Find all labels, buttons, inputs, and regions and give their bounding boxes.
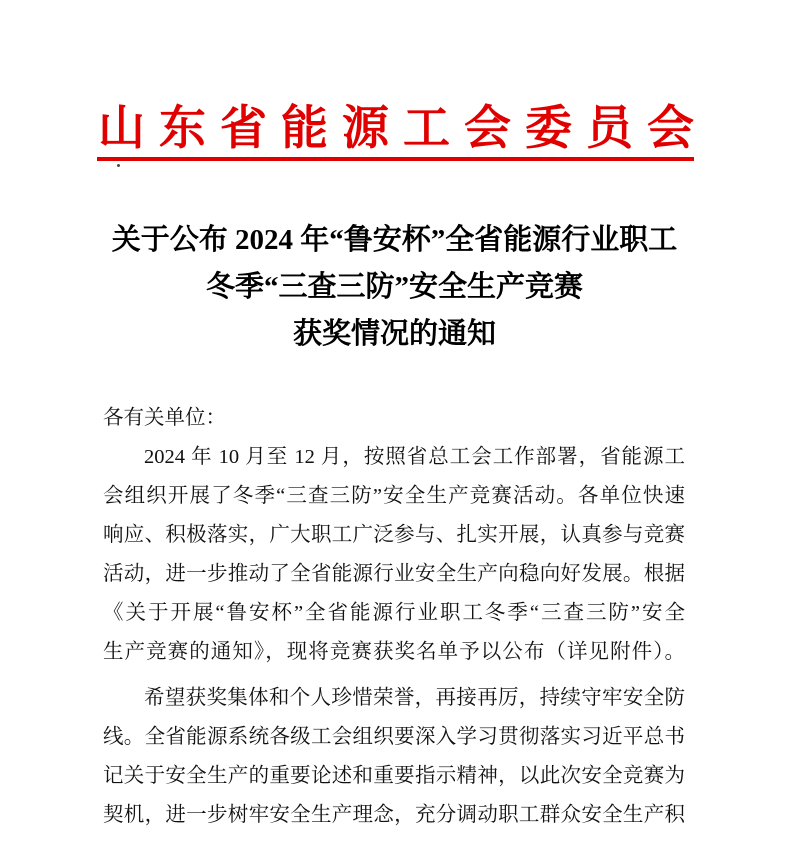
org-name-char: 源 [342,103,389,155]
document-title [0,217,789,358]
body-line: 响应、积极落实，广大职工广泛参与、扎实开展，认真参与竞赛 [103,524,685,546]
body-line: 活动，进一步推动了全省能源行业安全生产向稳向好发展。根据 [103,563,685,585]
body-line: 《关于开展“鲁安杯”全省能源行业职工冬季“三查三防”安全 [103,602,685,624]
org-name-char: 工 [403,103,450,155]
scan-artifact-dot [117,164,120,167]
org-name-char: 会 [464,103,511,155]
org-name-char: 省 [220,103,267,155]
body-line: 2024 年 10 月至 12 月，按照省总工会工作部署，省能源工 [144,446,685,468]
org-name-char: 东 [159,103,206,155]
paragraphs [103,438,685,835]
org-name-char: 山 [98,103,145,155]
org-name-char: 员 [586,103,633,155]
body-line: 会组织开展了冬季“三查三防”安全生产竞赛活动。各单位快速 [103,485,685,507]
org-name-char: 能 [281,103,328,155]
title-line-3: 获奖情况的通知 [292,318,496,350]
paragraph [103,438,685,672]
body-line: 契机，进一步树牢安全生产理念，充分调动职工群众安全生产积 [103,804,685,826]
body-line: 生产竞赛的通知》，现将竞赛获奖名单予以公布（详见附件）。 [103,641,685,663]
body-line: 希望获奖集体和个人珍惜荣誉，再接再厉，持续守牢安全防 [144,687,685,709]
body-line: 线。全省能源系统各级工会组织要深入学习贯彻落实习近平总书 [103,726,685,748]
body-line: 记关于安全生产的重要论述和重要指示精神，以此次安全竞赛为 [103,765,685,787]
document-body [103,399,685,835]
salutation: 各有关单位： [103,407,226,429]
paragraph [103,679,685,835]
red-divider-rule [97,157,694,161]
org-name-char: 会 [647,103,694,155]
title-line-2: 冬季“三查三防”安全生产竞赛 [205,271,583,303]
org-name [98,103,694,155]
org-name-char: 委 [525,103,572,155]
title-line-1: 关于公布 2024 年“鲁安杯”全省能源行业职工 [111,224,678,256]
